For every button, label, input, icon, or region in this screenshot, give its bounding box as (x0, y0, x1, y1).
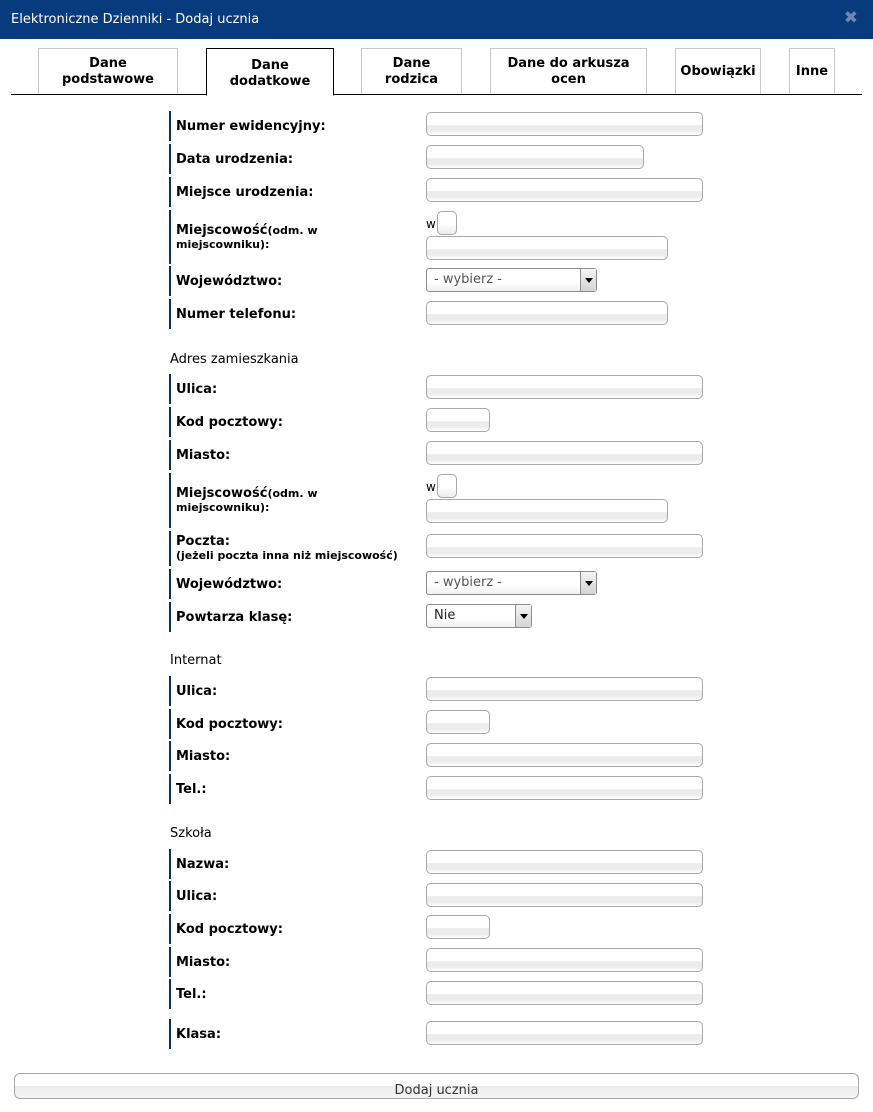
internat-kod-pocztowy-input[interactable] (426, 710, 490, 734)
internat-miasto-input[interactable] (426, 743, 703, 767)
miejscowosc-input[interactable] (426, 236, 668, 260)
label-miejscowosc (169, 210, 318, 264)
tab-label: Dane (392, 55, 431, 71)
tab-label: Dane (251, 58, 289, 73)
section-title-internat: Internat (170, 653, 222, 668)
tab-underline (11, 94, 862, 95)
tab-dane-do-arkusza-ocen[interactable] (490, 48, 647, 94)
tab-label: ocen (551, 71, 586, 87)
internat-ulica-input[interactable] (426, 677, 703, 701)
section-title-szkola: Szkoła (170, 826, 212, 841)
szkola-miasto-input[interactable] (426, 948, 703, 972)
label-note: (jeżeli poczta inna niż miejscowość) (176, 549, 398, 562)
label-nazwa: Nazwa: (169, 849, 229, 879)
label-numer-ewidencyjny: Numer ewidencyjny: (169, 111, 326, 141)
adres-poczta-input[interactable] (426, 534, 703, 558)
label-note: miejscowniku): (176, 237, 270, 251)
label-kod-pocztowy: Kod pocztowy: (169, 914, 283, 944)
w-prefix: w (426, 217, 436, 231)
tab-obowiazki[interactable] (675, 48, 761, 94)
label-klasa: Klasa: (169, 1019, 221, 1049)
tab-dane-podstawowe[interactable] (38, 48, 178, 94)
label-tel: Tel.: (169, 979, 207, 1009)
label-note: (odm. w (267, 487, 318, 500)
label-ulica: Ulica: (169, 676, 217, 706)
window-titlebar (0, 0, 873, 39)
szkola-tel-input[interactable] (426, 981, 703, 1005)
label-data-urodzenia: Data urodzenia: (169, 144, 293, 174)
label-miasto: Miasto: (169, 741, 230, 771)
close-icon[interactable]: ✖ (843, 8, 858, 28)
label-numer-telefonu: Numer telefonu: (169, 299, 296, 329)
szkola-klasa-input[interactable] (426, 1021, 703, 1045)
adres-wojewodztwo-select[interactable] (426, 571, 597, 595)
label-miasto: Miasto: (169, 440, 230, 470)
tab-label: rodzica (384, 71, 439, 87)
tab-label: Inne (795, 63, 829, 79)
label-text: Miejscowość (176, 222, 268, 238)
numer-ewidencyjny-input[interactable] (426, 112, 703, 136)
tab-dane-rodzica[interactable] (361, 48, 462, 94)
label-ulica: Ulica: (169, 881, 217, 911)
label-wojewodztwo: Województwo: (169, 569, 282, 599)
tab-label: Dane do arkusza (507, 55, 630, 71)
miejsce-urodzenia-input[interactable] (426, 178, 703, 202)
label-text: Miejscowość (176, 486, 268, 501)
adres-ulica-input[interactable] (426, 375, 703, 399)
label-text: Poczta: (176, 534, 230, 549)
tab-label: podstawowe (61, 71, 155, 87)
select-value: - wybierz - (434, 575, 503, 590)
label-tel: Tel.: (169, 774, 207, 804)
adres-miejscowosc-input[interactable] (426, 499, 668, 523)
label-powtarza-klase: Powtarza klasę: (169, 602, 292, 632)
label-miejsce-urodzenia: Miejsce urodzenia: (169, 177, 313, 207)
tab-label: Obowiązki (680, 63, 756, 79)
label-poczta (169, 531, 398, 566)
adres-kod-pocztowy-input[interactable] (426, 408, 490, 432)
miejscowosc-prefix-checkbox[interactable] (437, 211, 457, 235)
numer-telefonu-input[interactable] (426, 301, 668, 325)
section-title-adres: Adres zamieszkania (170, 352, 299, 367)
chevron-down-icon[interactable] (515, 605, 531, 627)
adres-miejscowosc-prefix-checkbox[interactable] (437, 474, 457, 498)
szkola-kod-pocztowy-input[interactable] (426, 915, 490, 939)
tab-dane-dodatkowe[interactable] (206, 48, 334, 96)
select-value: Nie (434, 608, 456, 623)
data-urodzenia-input[interactable] (426, 145, 644, 169)
window-title: Elektroniczne Dzienniki - Dodaj ucznia (11, 12, 260, 27)
wojewodztwo-select[interactable] (426, 268, 597, 292)
adres-miasto-input[interactable] (426, 441, 703, 465)
chevron-down-icon[interactable] (580, 572, 596, 594)
powtarza-klase-select[interactable] (426, 604, 532, 628)
select-value: - wybierz - (434, 272, 503, 287)
szkola-ulica-input[interactable] (426, 883, 703, 907)
label-wojewodztwo: Województwo: (169, 266, 282, 296)
tab-label: dodatkowe (229, 74, 311, 89)
w-prefix: w (426, 480, 436, 494)
label-miejscowosc (169, 473, 318, 528)
label-miasto: Miasto: (169, 947, 230, 977)
tab-inne[interactable] (789, 48, 835, 94)
chevron-down-icon[interactable] (580, 269, 596, 291)
label-note: (odm. w (267, 223, 318, 237)
label-kod-pocztowy: Kod pocztowy: (169, 709, 283, 739)
label-kod-pocztowy: Kod pocztowy: (169, 407, 283, 437)
tab-label: Dane (89, 55, 127, 71)
label-ulica: Ulica: (169, 374, 217, 404)
dodaj-ucznia-button[interactable]: Dodaj ucznia (14, 1073, 859, 1099)
label-note: miejscowniku): (176, 501, 270, 514)
internat-tel-input[interactable] (426, 776, 703, 800)
szkola-nazwa-input[interactable] (426, 850, 703, 874)
